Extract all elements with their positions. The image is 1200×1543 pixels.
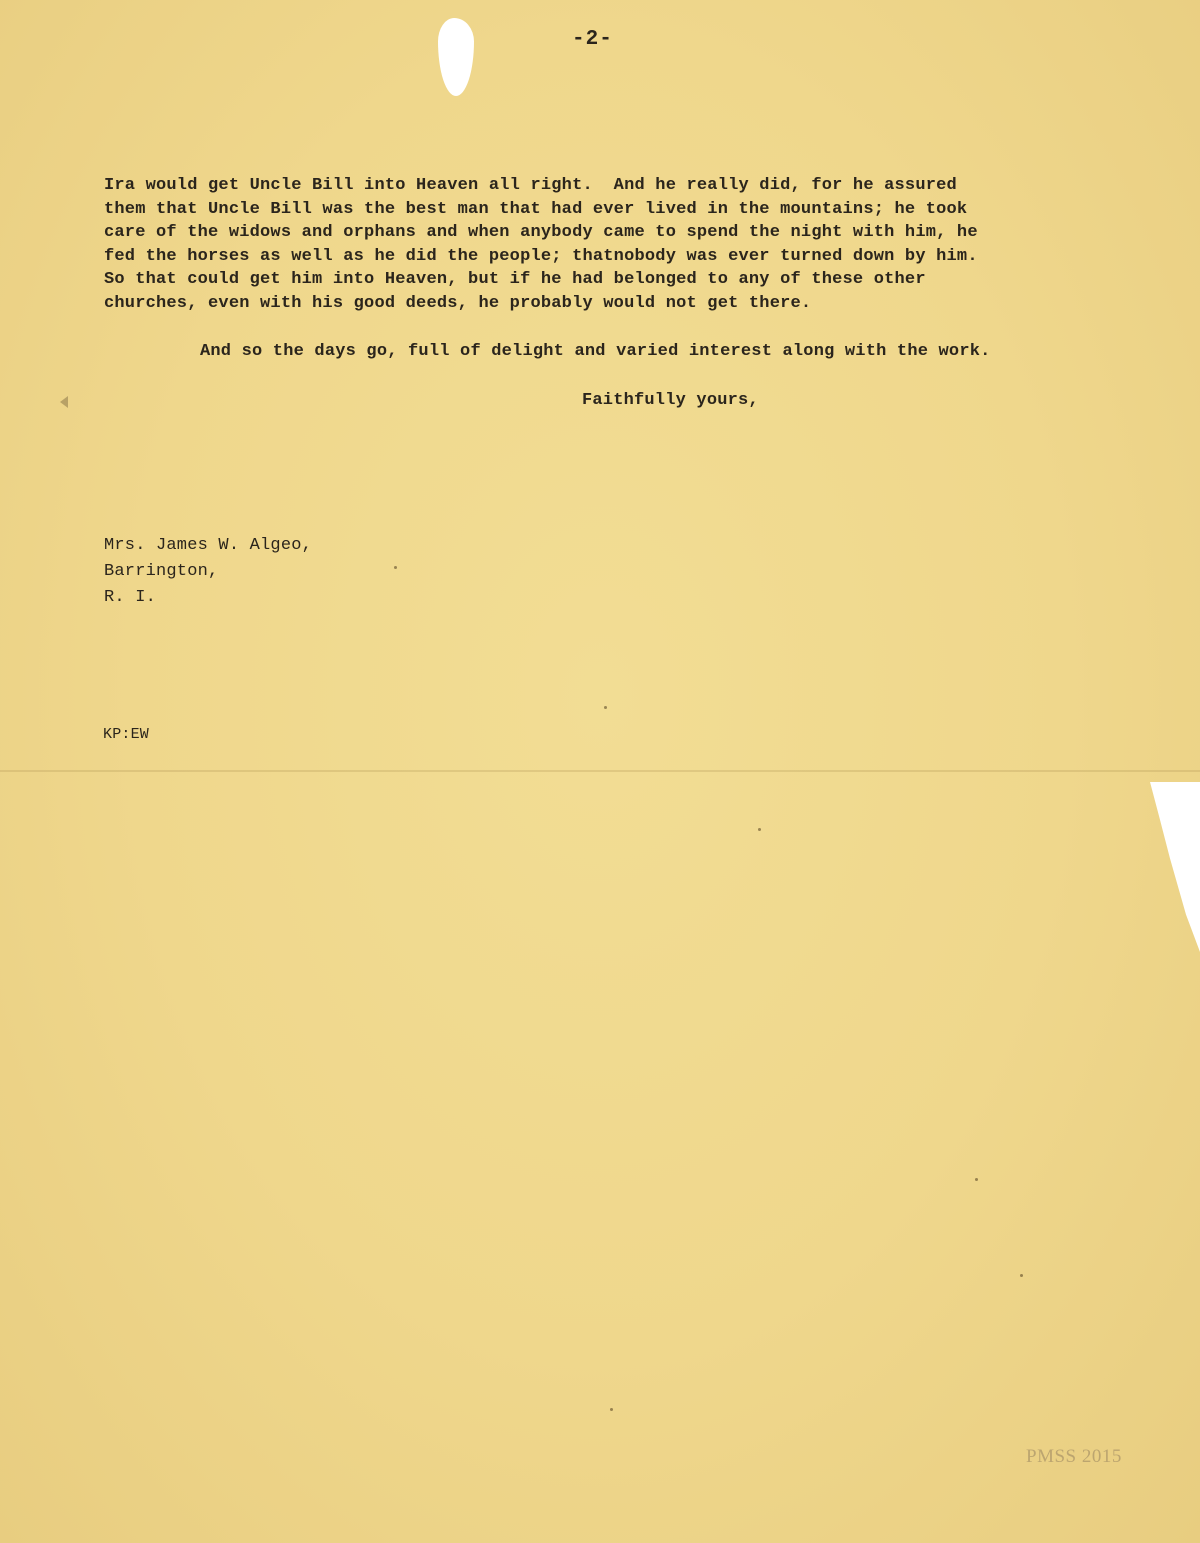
torn-edge xyxy=(1150,782,1200,952)
letter-body xyxy=(104,174,1144,316)
body-line: churches, even with his good deeds, he probably would not get there. xyxy=(104,293,812,313)
ink-speck xyxy=(975,1178,978,1181)
ink-speck xyxy=(758,828,761,831)
ink-speck xyxy=(1020,1274,1023,1277)
body-line: Ira would get Uncle Bill into Heaven all right. And he really did, for he assured xyxy=(104,176,957,195)
typist-initials: KP:EW xyxy=(103,726,150,743)
page-number: -2- xyxy=(572,28,613,51)
body-line: fed the horses as well as he did the people; thatnobody was ever turned down by him. xyxy=(104,246,978,266)
addressee-name: Mrs. James W. Algeo, xyxy=(104,536,313,555)
torn-hole xyxy=(438,18,474,96)
ink-speck xyxy=(610,1408,613,1411)
archive-watermark: PMSS 2015 xyxy=(1026,1446,1122,1467)
body-line: care of the widows and orphans and when anybody came to spend the night with him, he xyxy=(104,223,978,243)
edge-mark xyxy=(60,396,68,408)
addressee-city: Barrington, xyxy=(104,562,219,581)
addressee-block xyxy=(104,533,312,611)
ink-speck xyxy=(394,566,397,569)
paper-fold-line xyxy=(0,770,1200,772)
ink-speck xyxy=(604,706,607,709)
signoff: Faithfully yours, xyxy=(582,391,759,410)
closing-paragraph: And so the days go, full of delight and varied interest along with the work. xyxy=(200,342,991,361)
addressee-state: R. I. xyxy=(104,588,157,607)
body-line: So that could get him into Heaven, but if he had belonged to any of these other xyxy=(104,270,926,290)
body-line: them that Uncle Bill was the best man that had ever lived in the mountains; he took xyxy=(104,199,968,219)
